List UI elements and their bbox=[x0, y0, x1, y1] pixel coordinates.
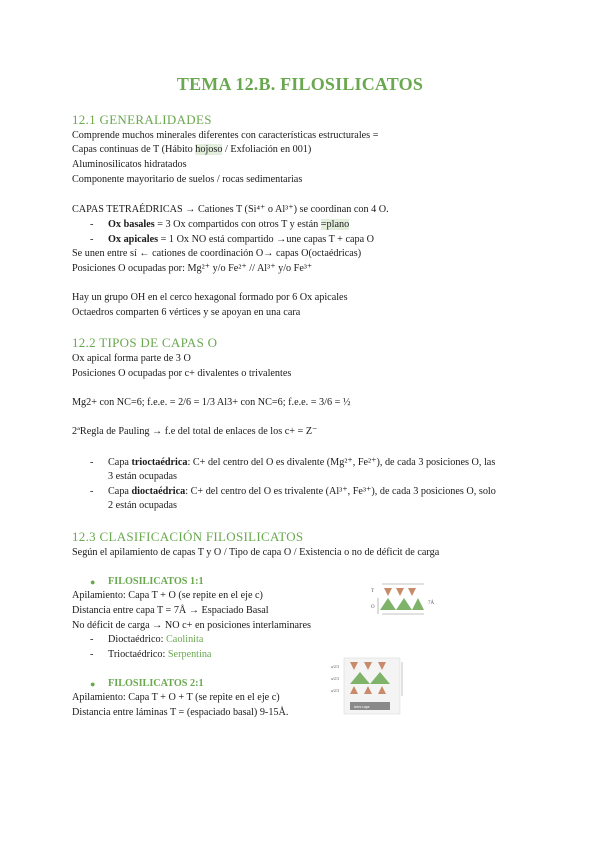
figure-label: a/2/3 bbox=[331, 664, 339, 669]
text-span: Capas continuas de T (Hábito bbox=[72, 144, 196, 155]
bold-term: dioctaédrica bbox=[131, 486, 186, 497]
mineral-name-serpentina: Serpentina bbox=[167, 649, 212, 660]
text-span: = 1 Ox NO está compartido →une capas T + capa O bbox=[158, 234, 375, 245]
page-title: TEMA 12.B. FILOSILICATOS bbox=[176, 74, 424, 94]
tetrahedron-shape bbox=[408, 588, 416, 596]
list-item-dioctaedrico bbox=[108, 633, 203, 647]
figure-label: O bbox=[371, 605, 375, 610]
bold-term: Ox apicales bbox=[108, 234, 159, 245]
text-line: Posiciones O ocupadas por c+ divalentes o trivalentes bbox=[72, 368, 292, 379]
octahedron-shape bbox=[396, 598, 412, 610]
section-heading-clasificacion: 12.3 CLASIFICACIÓN FILOSILICATOS bbox=[72, 529, 304, 544]
figure-1-1-structure bbox=[368, 580, 438, 620]
text-line: Octaedros comparten 6 vértices y se apoyan en una cara bbox=[72, 307, 301, 318]
list-dash: - bbox=[90, 634, 94, 645]
subheading-filosilicatos-1-1: FILOSILICATOS 1:1 bbox=[108, 576, 204, 587]
figure-label: T bbox=[371, 589, 375, 594]
list-item-ox-apicales bbox=[108, 233, 374, 247]
text-span: Capa bbox=[108, 457, 132, 468]
text-line: Aluminosilicatos hidratados bbox=[72, 159, 187, 170]
list-item-trioctaedrica bbox=[108, 456, 495, 470]
text-line: Mg2+ con NC=6; f.e.e. = 2/6 = 1/3 Al3+ con NC=6; f.e.e. = 3/6 = ½ bbox=[72, 397, 351, 408]
list-dash: - bbox=[90, 234, 94, 245]
list-item-dioctaedrica bbox=[108, 485, 496, 499]
section-heading-tipos-capas: 12.2 TIPOS DE CAPAS O bbox=[72, 335, 218, 350]
figure-2-1-structure bbox=[330, 656, 420, 716]
text-line: Apilamiento: Capa T + O + T (se repite en el eje c) bbox=[72, 692, 280, 703]
text-span: : C+ del centro del O es trivalente (Al³⁺, Fe³⁺), de cada 3 posiciones O, solo bbox=[185, 486, 496, 497]
list-item-trioctaedrico bbox=[108, 648, 211, 662]
list-dash: - bbox=[90, 649, 94, 660]
octahedron-shape bbox=[412, 598, 424, 610]
figure-label: inter.capa bbox=[354, 704, 370, 709]
bullet-icon: ● bbox=[90, 577, 96, 587]
text-line: Según el apilamiento de capas T y O / Tipo de capa O / Existencia o no de déficit de carga bbox=[72, 547, 440, 558]
text-span: : C+ del centro del O es divalente (Mg²⁺, Fe²⁺), de cada 3 posiciones O, las bbox=[187, 457, 496, 468]
text-line: Distancia entre láminas T = (espaciado basal) 9-15Å. bbox=[72, 707, 289, 718]
text-line: Comprende muchos minerales diferentes con características estructurales = bbox=[72, 130, 379, 141]
text-line: Componente mayoritario de suelos / rocas sedimentarias bbox=[72, 174, 303, 185]
list-item-ox-basales bbox=[108, 218, 349, 232]
bullet-icon: ● bbox=[90, 679, 96, 689]
figure-label: a/2/3 bbox=[331, 676, 339, 681]
list-dash: - bbox=[90, 486, 94, 497]
text-span: Dioctaédrico: bbox=[108, 634, 166, 645]
highlight-hojoso: hojoso bbox=[195, 144, 223, 155]
subheading-filosilicatos-2-1: FILOSILICATOS 2:1 bbox=[108, 678, 204, 689]
text-span: Trioctaédrico: bbox=[108, 649, 168, 660]
text-line: Se unen entre sí ← cationes de coordinación O→ capas O(octaédricas) bbox=[72, 248, 362, 259]
text-line: Apilamiento: Capa T + O (se repite en el eje c) bbox=[72, 590, 263, 601]
list-dash: - bbox=[90, 219, 94, 230]
figure-label: 7Å bbox=[428, 601, 435, 606]
text-line: No déficit de carga → NO c+ en posiciones interlaminares bbox=[72, 620, 311, 631]
text-line: Distancia entre capa T = 7Å → Espaciado Basal bbox=[72, 605, 269, 616]
text-line: 2ªRegla de Pauling → f.e del total de enlaces de los c+ = Z⁻ bbox=[72, 426, 318, 437]
mineral-name-caolinita: Caolinita bbox=[166, 634, 204, 645]
text-span: = 3 Ox compartidos con otros T y están bbox=[154, 219, 321, 230]
list-dash: - bbox=[90, 457, 94, 468]
text-span: Capa bbox=[108, 486, 132, 497]
octahedron-shape bbox=[380, 598, 396, 610]
bold-term: trioctaédrica bbox=[131, 457, 188, 468]
text-line: Posiciones O ocupadas por: Mg²⁺ y/o Fe²⁺ // Al³⁺ y/o Fe³⁺ bbox=[72, 263, 313, 274]
list-item-continuation: 2 están ocupadas bbox=[108, 500, 178, 511]
list-item-continuation: 3 están ocupadas bbox=[108, 471, 178, 482]
tetrahedron-shape bbox=[384, 588, 392, 596]
text-line: Hay un grupo OH en el cerco hexagonal formado por 6 Ox apicales bbox=[72, 292, 348, 303]
bold-term: Ox basales bbox=[108, 219, 155, 230]
figure-label: a/2/3 bbox=[331, 688, 339, 693]
tetrahedron-shape bbox=[396, 588, 404, 596]
text-line bbox=[72, 143, 311, 157]
section-heading-generalidades: 12.1 GENERALIDADES bbox=[72, 112, 212, 127]
highlight-plano: =plano bbox=[320, 219, 350, 230]
text-line: Ox apical forma parte de 3 O bbox=[72, 353, 191, 364]
text-line-capas-tetraedricas: CAPAS TETRAÉDRICAS → Cationes T (Si⁴⁺ o Al³⁺) se coordinan con 4 O. bbox=[72, 204, 389, 215]
text-span: / Exfoliación en 001) bbox=[222, 144, 312, 155]
